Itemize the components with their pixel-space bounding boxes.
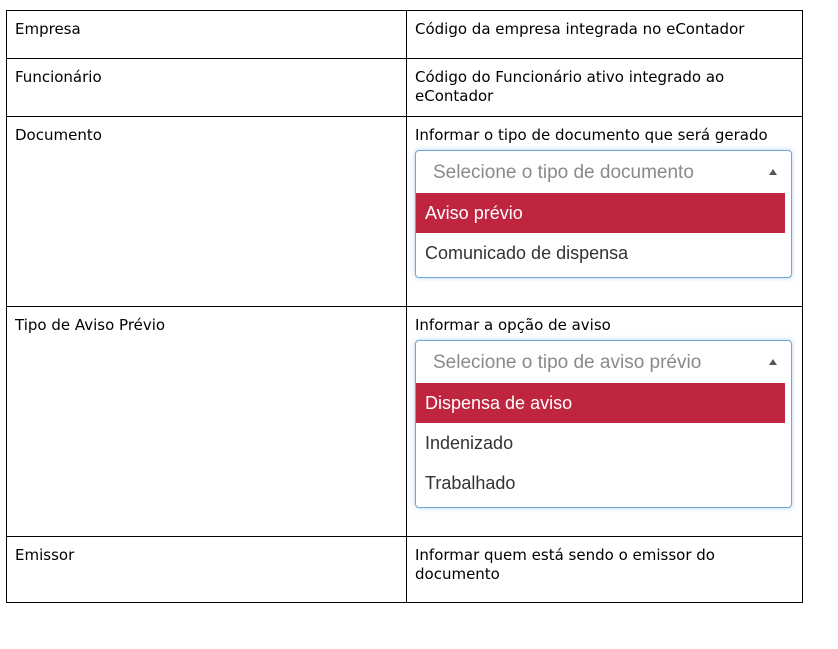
field-description-cell: Informar quem está sendo o emissor do documento: [407, 537, 803, 603]
field-description-table: [6, 10, 803, 603]
dropdown-options: [416, 193, 791, 277]
document-type-dropdown[interactable]: [415, 150, 792, 278]
notice-type-dropdown[interactable]: [415, 340, 792, 508]
table-row: [7, 59, 803, 117]
field-name-cell: Empresa: [7, 11, 407, 59]
dropdown-options: [416, 383, 791, 507]
dropdown-header[interactable]: [416, 151, 791, 193]
field-description-text: Informar a opção de aviso: [415, 316, 611, 334]
field-description-text: Informar o tipo de documento que será gerado: [415, 126, 768, 144]
table-row: [7, 117, 803, 307]
dropdown-option-indenizado[interactable]: Indenizado: [425, 432, 514, 453]
caret-up-icon[interactable]: [769, 359, 777, 365]
table-row: [7, 307, 803, 537]
field-description-cell: [407, 117, 803, 307]
dropdown-option-dispensa-de-aviso[interactable]: Dispensa de aviso: [416, 383, 785, 423]
field-name-cell: Tipo de Aviso Prévio: [7, 307, 407, 537]
field-name-cell: Funcionário: [7, 59, 407, 117]
field-description-cell: Código do Funcionário ativo integrado ao eContador: [407, 59, 803, 117]
field-name-cell: Emissor: [7, 537, 407, 603]
field-description-cell: [407, 307, 803, 537]
dropdown-placeholder: Selecione o tipo de aviso prévio: [433, 351, 702, 373]
dropdown-option-comunicado-de-dispensa[interactable]: Comunicado de dispensa: [425, 242, 629, 263]
table-row: [7, 11, 803, 59]
dropdown-option-aviso-previo[interactable]: Aviso prévio: [416, 193, 785, 233]
caret-up-icon[interactable]: [769, 169, 777, 175]
field-description-cell: Código da empresa integrada no eContador: [407, 11, 803, 59]
table-row: [7, 537, 803, 603]
field-name-cell: Documento: [7, 117, 407, 307]
dropdown-header[interactable]: [416, 341, 791, 383]
dropdown-option-trabalhado[interactable]: Trabalhado: [425, 472, 516, 493]
dropdown-placeholder: Selecione o tipo de documento: [433, 161, 694, 183]
